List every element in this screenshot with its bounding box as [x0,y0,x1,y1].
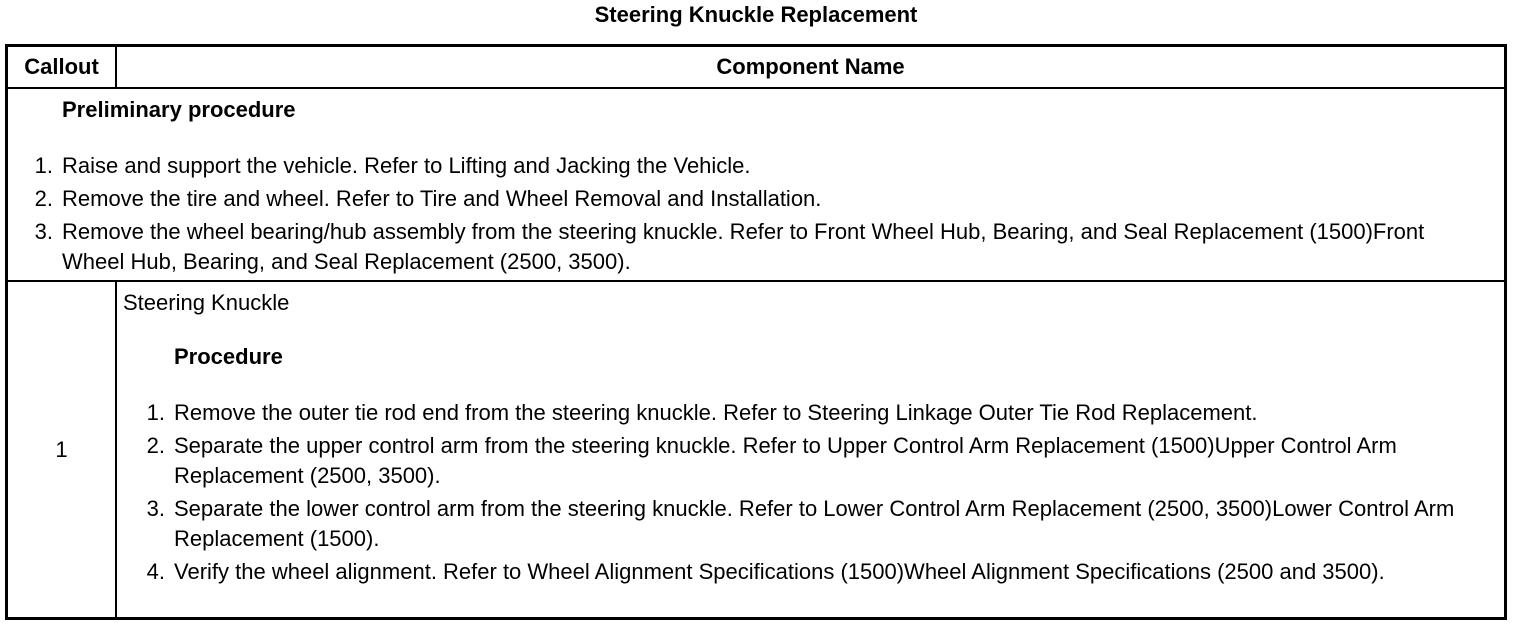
callout-column-header: Callout [8,47,117,87]
preliminary-procedure-heading: Preliminary procedure [62,97,296,122]
preliminary-steps-list [8,151,1488,280]
preliminary-step [8,151,1488,181]
procedure-steps-list [120,398,1500,590]
component-name: Steering Knuckle [123,290,290,315]
step-number: 2. [146,433,165,458]
component-name-column-header: Component Name [716,54,905,79]
step-text: Verify the wheel alignment. Refer to Wheel Alignment Specifications (1500)Wheel Alignment Specifications (2500 and 3500). [174,559,1385,584]
callout-number: 1 [8,282,117,617]
step-number: 1. [146,400,165,425]
document-title: Steering Knuckle Replacement [594,2,918,27]
step-text: Raise and support the vehicle. Refer to Lifting and Jacking the Vehicle. [62,153,751,178]
preliminary-procedure-row [8,89,1504,282]
step-text: Separate the upper control arm from the steering knuckle. Refer to Upper Control Arm Replacement (1500)Upper Control Arm Replacement (2500, 3500). [174,433,1397,488]
step-number: 4. [146,559,165,584]
preliminary-step [8,184,1488,214]
step-text: Separate the lower control arm from the steering knuckle. Refer to Lower Control Arm Replacement (2500, 3500)Lower Control Arm Replacement (1500). [174,496,1455,551]
step-text: Remove the tire and wheel. Refer to Tire and Wheel Removal and Installation. [62,186,822,211]
step-number: 3. [34,219,53,244]
step-text: Remove the outer tie rod end from the steering knuckle. Refer to Steering Linkage Outer Tie Rod Replacement. [174,400,1258,425]
procedure-table [5,44,1507,620]
preliminary-step [8,217,1488,277]
procedure-step [120,398,1500,428]
procedure-heading: Procedure [174,344,283,369]
component-cell [117,282,1504,617]
step-text: Remove the wheel bearing/hub assembly from the steering knuckle. Refer to Front Wheel Hub, Bearing, and Seal Replacement (1500)Front Wheel Hub, Bearing, and Seal Replacement (2500, 3500). [62,219,1425,274]
step-number: 3. [146,496,165,521]
procedure-step [120,431,1500,491]
procedure-step [120,557,1500,587]
table-header-row [8,47,1504,89]
procedure-step [120,494,1500,554]
table-row [8,282,1504,617]
step-number: 2. [34,186,53,211]
step-number: 1. [34,153,53,178]
